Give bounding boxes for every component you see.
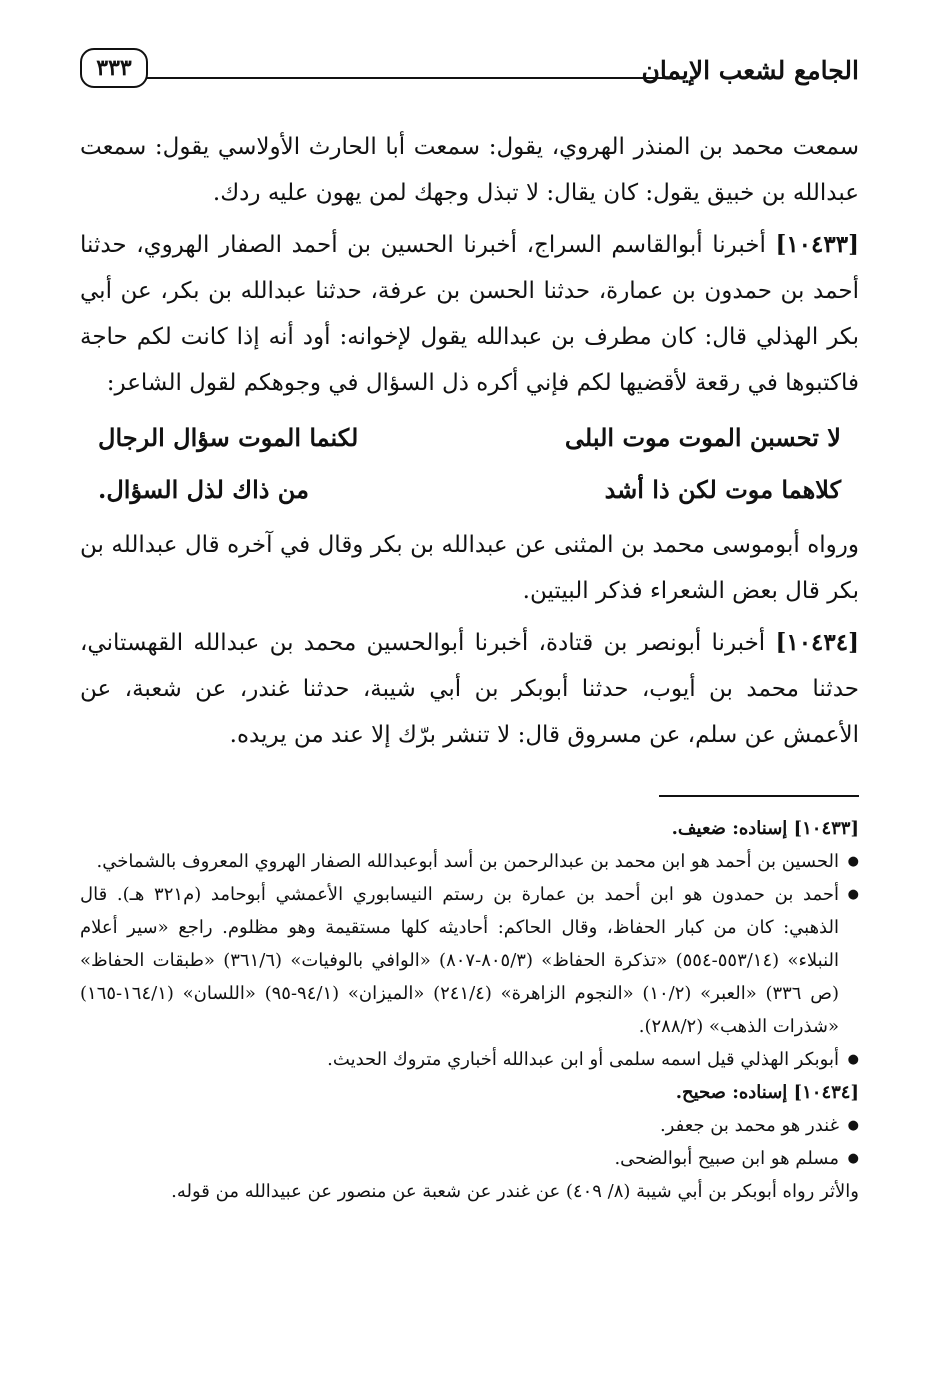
verse-first-hemistich: لا تحسبن الموت موت البلى [564,423,841,452]
hadith-number: [١٠٤٣٣] [775,231,859,258]
footnote-bullet: ● غندر هو محمد بن جعفر. [80,1109,859,1142]
isnad-grade: صحيح. [675,1082,726,1103]
footnote-closing: والأثر رواه أبوبكر بن أبي شيبة (٨/ ٤٠٩) عن غندر عن شعبة عن منصور عن عبيدالله من قوله. [171,1181,859,1202]
page-number: ٣٣٣ [80,48,148,88]
isnad-grade: ضعيف. [671,818,726,839]
footnote-separator [659,795,859,797]
hadith-number: [١٠٤٣٤] [775,629,860,656]
verse-second-hemistich: من ذاك لذل السؤال. [98,475,309,504]
footnote-bullet: ● أحمد بن حمدون هو ابن أحمد بن عمارة بن رستم النيسابوري الأعمشي أبوحامد (م٣٢١ هـ). قال الذهبي: كان من كبار الحفاظ، وقال الحاكم: أحاديثه كلها مستقيمة وهو مظلوم. راجع «سير أعلام النبلاء» (٥٥٣/١٤-٥٥٤) «تذكرة الحفاظ» (٨٠٥/٣-٨٠٧) «الوافي بالوفيات» (٣٦١/٦) «طبقات الحفاظ» (ص ٣٣٦) «العبر» (١٠/٢) «النجوم الزاهرة» (٢٤١/٤) «الميزان» (٩٤/١-٩٥) «اللسان» (١٦٤/١-١٦٥) «شذرات الذهب» (٢٨٨/٢). [80,878,859,1043]
footnote-bullet: ● الحسين بن أحمد هو ابن محمد بن عبدالرحمن بن أسد أبوعبدالله الصفار الهروي المعروف بالشماخي. [80,845,859,878]
footnote-number: [١٠٤٣٣] [793,818,859,839]
footnote-label: إسناده: [732,1082,788,1103]
main-text [80,124,859,764]
footnote-heading [80,1076,859,1109]
hadith-text: أخبرنا أبونصر بن قتادة، أخبرنا أبوالحسين محمد بن عبدالله القهستاني، حدثنا محمد بن أيوب، حدثنا أبوبكر بن أبي شيبة، حدثنا غندر، عن شعبة، عن الأعمش عن سلم، عن مسروق قال: لا تنشر برّك إلا عند من يريده. [80,630,859,748]
header-rule [146,77,669,79]
poem-verse [80,412,859,464]
verse-first-hemistich: كلاهما موت لكن ذا أشد [604,475,841,504]
footnote-label: إسناده: [732,818,788,839]
paragraph-after-poem: ورواه أبوموسى محمد بن المثنى عن عبدالله بن بكر وقال في آخره قال عبدالله بن بكر قال بعض الشعراء فذكر البيتين. [80,532,859,604]
verse-second-hemistich: لكنما الموت سؤال الرجال [98,423,359,452]
running-header [80,44,859,104]
paragraph-opening: سمعت محمد بن المنذر الهروي، يقول: سمعت أبا الحارث الأولاسي يقول: سمعت عبدالله بن خبيق يقول: كان يقال: لا تبذل وجهك لمن يهون عليه ردك. [80,134,859,206]
footnote-bullet: ● أبوبكر الهذلي قيل اسمه سلمى أو ابن عبدالله أخباري متروك الحديث. [80,1043,859,1076]
footnote-heading [80,812,859,845]
hadith-text: أخبرنا أبوالقاسم السراج، أخبرنا الحسين بن أحمد الصفار الهروي، حدثنا أحمد بن حمدون بن عمارة، حدثنا الحسن بن عرفة، حدثنا عبدالله بن بكر، عن أبي بكر الهذلي قال: كان مطرف بن عبدالله يقول لإخوانه: أود أنه إذا كانت لكم حاجة فاكتبوها في رقعة لأقضيها لكم فإني أكره ذل السؤال في وجوهكم لقول الشاعر: [80,232,859,396]
footnotes [80,812,859,1208]
poem-verse [80,464,859,516]
book-title: الجامع لشعب الإيمان [641,56,859,85]
hadith-10434 [80,620,859,758]
poem [80,412,859,516]
footnote-bullet: ● مسلم هو ابن صبيح أبوالضحى. [80,1142,859,1175]
hadith-10433 [80,222,859,406]
footnote-number: [١٠٤٣٤] [793,1082,859,1103]
